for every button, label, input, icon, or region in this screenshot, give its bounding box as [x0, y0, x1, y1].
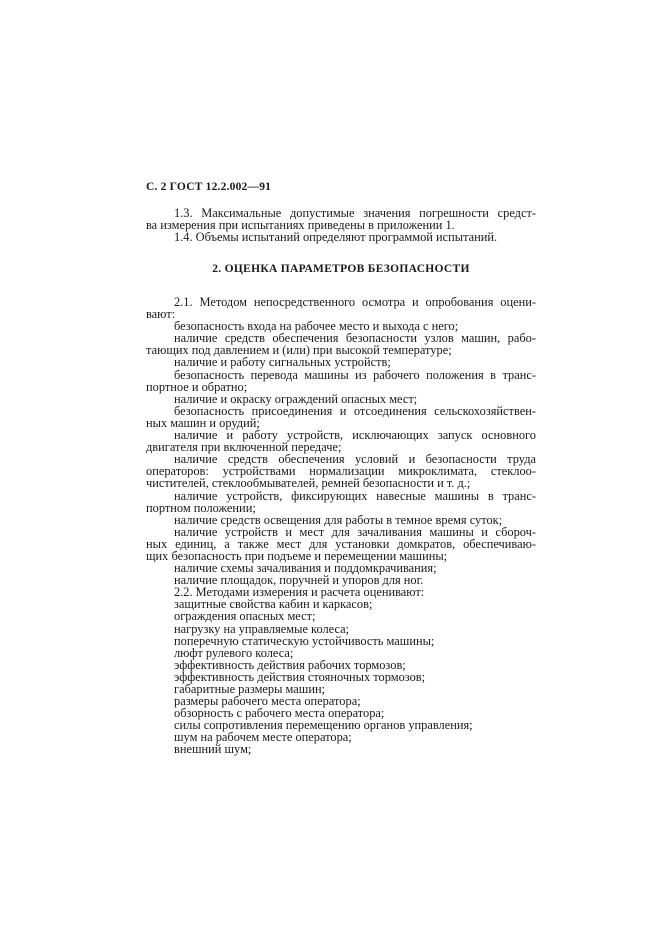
text-line: габаритные размеры машин; — [174, 682, 326, 696]
text-line: безопасность входа на рабочее место и выхода с него; — [174, 319, 459, 334]
text-line: ва измерения при испытаниях приведены в приложении 1. — [146, 218, 455, 233]
text-line: наличие устройств, фиксирующих навесные машины в транс- — [174, 488, 536, 503]
text-line: ных машин и орудий; — [146, 415, 260, 430]
text-line: размеры рабочего места оператора; — [174, 694, 361, 709]
text-line: поперечную статическую устойчивость машины; — [174, 633, 435, 648]
text-line: безопасность перевода машины из рабочего положения в транс- — [174, 367, 536, 382]
text-line: шум на рабочем месте оператора; — [174, 730, 352, 745]
text-line: портном положении; — [146, 500, 256, 515]
text-line: обзорность с рабочего места оператора; — [174, 706, 385, 721]
text-line: 2.2. Методами измерения и расчета оценивают: — [174, 585, 425, 600]
text-line: силы сопротивления перемещению органов управления; — [174, 718, 473, 733]
text-line: наличие средств освещения для работы в темное время суток; — [174, 512, 503, 527]
text-line: наличие и окраску ограждений опасных мест; — [174, 391, 418, 406]
intro-paragraphs — [146, 207, 536, 243]
text-line: наличие средств обеспечения условий и безопасности труда — [174, 452, 536, 467]
section-title: 2. ОЦЕНКА ПАРАМЕТРОВ БЕЗОПАСНОСТИ — [212, 263, 470, 275]
running-head: С. 2 ГОСТ 12.2.002—91 — [146, 181, 272, 193]
text-line: тающих под давлением и (или) при высокой температуре; — [146, 343, 452, 358]
text-line: операторов: устройствами нормализации микроклимата, стеклоо- — [146, 464, 536, 479]
text-line: наличие и работу устройств, исключающих запуск основного — [174, 428, 536, 443]
text-line: чистителей, стеклообмывателей, ремней безопасности и т. д.; — [146, 476, 471, 491]
text-line: наличие схемы зачаливания и поддомкрачивания; — [174, 561, 437, 576]
text-line: люфт рулевого колеса; — [174, 645, 294, 660]
text-line: эффективность действия рабочих тормозов; — [174, 657, 406, 672]
text-line: ных единиц, а также мест для установки домкратов, обеспечиваю- — [146, 536, 536, 551]
text-line: двигателя при включенной передаче; — [146, 440, 342, 455]
text-line: эффективность действия стояночных тормозов; — [174, 669, 426, 684]
text-line: наличие средств обеспечения безопасности узлов машин, рабо- — [174, 331, 536, 346]
text-line: портное и обратно; — [146, 379, 248, 394]
text-line: вают: — [146, 307, 176, 322]
text-line: щих безопасность при подъеме и перемещении машины; — [146, 548, 448, 563]
text-line: внешний шум; — [174, 742, 252, 757]
text-line: защитные свойства кабин и каркасов; — [174, 597, 373, 612]
text-line: 1.3. Максимальные допустимые значения погрешности средст- — [174, 206, 536, 220]
text-line: 1.4. Объемы испытаний определяют программой испытаний. — [174, 230, 498, 245]
text-line: 2.1. Методом непосредственного осмотра и опробования оцени- — [174, 295, 536, 309]
text-line: нагрузку на управляемые колеса; — [174, 621, 350, 636]
text-line: наличие устройств и мест для зачаливания машины и сбороч- — [174, 524, 536, 539]
text-line: наличие и работу сигнальных устройств; — [174, 355, 391, 370]
section-body — [146, 296, 536, 756]
text-line: наличие площадок, поручней и упоров для ног. — [174, 573, 424, 588]
text-line: безопасность присоединения и отсоединения сельскохозяйствен- — [174, 403, 536, 418]
text-line: ограждения опасных мест; — [174, 609, 316, 624]
